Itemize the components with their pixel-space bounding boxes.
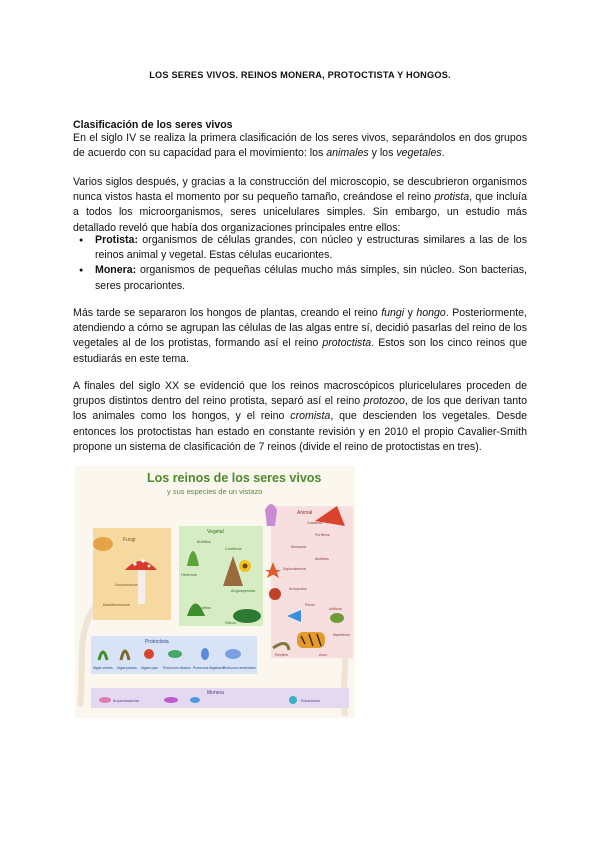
protoctista-item: Algas pardas bbox=[117, 666, 137, 670]
vegetal-label: Vegetal bbox=[207, 529, 224, 535]
vegetal-item: Sílicos bbox=[225, 621, 237, 625]
amanita-mushroom-stem-icon bbox=[138, 570, 145, 604]
amoeba-icon bbox=[225, 649, 241, 659]
figure-subtitle: y sus especies de un vistazo bbox=[167, 487, 263, 496]
page-title: LOS SERES VIVOS. REINOS MONERA, PROTOCTISTA Y HONGOS. bbox=[149, 70, 451, 80]
animal-item: Reptiles bbox=[275, 653, 288, 657]
crab-icon bbox=[269, 588, 281, 600]
bacteria-icon bbox=[289, 696, 297, 704]
term-vegetales: vegetales bbox=[396, 147, 442, 160]
protoctista-item: Protozoos ciliados bbox=[163, 666, 191, 670]
monera-label: Monera bbox=[207, 690, 224, 696]
animal-item: Equinodermos bbox=[283, 567, 307, 571]
section-heading: Clasificación de los seres vivos bbox=[73, 119, 233, 131]
mushroom-spot bbox=[133, 562, 136, 565]
figure-title: Los reinos de los seres vivos bbox=[147, 471, 322, 485]
p4-text-c: , que descienden los vegetales. Desde entonces los protoctistas han estado en constante revisión y en 2010 el propio Cavalier-Smith propone un sistema de clasificación de 7 reinos (divide el reino de protoctistas en tres). bbox=[73, 410, 528, 453]
bullet-protista bbox=[73, 233, 527, 263]
bullet-text-monera: organismos de pequeñas células mucho más simples, sin núcleo. Son bacterias, seres procariontes. bbox=[95, 264, 527, 292]
p4-text-a: A finales del siglo XX se evidenció que los reinos macroscópicos pluricelulares proceden de grupos distintos dentro del reino protista, separó así el reino bbox=[73, 380, 527, 408]
red-algae-icon bbox=[144, 649, 154, 659]
frog-icon bbox=[330, 613, 344, 623]
p2-text-b: , que incluía a todos los microorganismos, seres unicelulares simples. Sin embargo, un estudio más detallado reveló que había dos organizaciones principales entre ellos: bbox=[73, 191, 527, 234]
ciliate-icon bbox=[168, 650, 182, 658]
term-protozoo: protozoo bbox=[363, 395, 405, 408]
sunflower-center bbox=[243, 564, 248, 569]
vegetal-item: Helechos bbox=[181, 573, 197, 577]
term-animales: animales bbox=[326, 147, 369, 160]
protoctista-item: Protozoos ameboides bbox=[223, 666, 256, 670]
vegetal-item: Coníferas bbox=[225, 547, 242, 551]
p1-text-b: y los bbox=[368, 147, 397, 160]
protoctista-item: Algas verdes bbox=[93, 666, 113, 670]
p3-text-c: . Posteriormente, atendiendo a cómo se agrupan las células de las algas entre sí, decidió pasarlas del reino de los vegetales al de los protistas, formando así el reino bbox=[73, 307, 527, 350]
p2-text-a: Varios siglos después, y gracias a la construcción del microscopio, se descubrieron organismos nunca vistos hasta el momento por su pequeño tamaño, creándose el reino bbox=[73, 176, 527, 204]
protoctista-item: Protozoos flagelados bbox=[193, 666, 225, 670]
term-cromista: cromista bbox=[290, 410, 331, 423]
term-hongo: hongo bbox=[416, 307, 446, 319]
animal-item: Mamíferos bbox=[333, 633, 350, 637]
vegetal-item: Licófitos bbox=[197, 606, 211, 610]
kingdoms-illustration bbox=[75, 466, 355, 718]
monera-item: Arqueobacterias bbox=[113, 699, 140, 703]
animal-item: Moluscos bbox=[291, 545, 307, 549]
mushroom-spot bbox=[141, 559, 144, 562]
protoctista-label: Protoctista bbox=[145, 639, 169, 645]
animal-item: Poríferos bbox=[315, 533, 330, 537]
bullet-monera bbox=[73, 263, 527, 293]
flagellate-icon bbox=[201, 648, 209, 660]
term-protoctista: protoctista bbox=[322, 337, 372, 350]
vegetal-item: Briófitos bbox=[197, 540, 211, 544]
plant-leaves-icon bbox=[233, 609, 261, 623]
paragraph-2 bbox=[73, 175, 527, 236]
animal-item: Aves bbox=[319, 653, 327, 657]
fungi-label: Fungi bbox=[123, 537, 136, 543]
fungi-item: Basidiomicetos bbox=[103, 602, 130, 607]
chanterelle-icon bbox=[93, 537, 113, 551]
bullet-list bbox=[73, 233, 527, 294]
term-protista: protista bbox=[434, 191, 470, 204]
bacteria-icon bbox=[164, 697, 178, 703]
p4-text-b: , de los que derivan tanto los animales como los hongos, y el reino bbox=[73, 395, 527, 423]
p1-text-a: En el siglo IV se realiza la primera clasificación de los seres vivos, separándolos en dos grupos de acuerdo con su capacidad para el movimiento: los bbox=[73, 132, 527, 160]
jellyfish-icon bbox=[265, 504, 277, 526]
bullet-term-protista: Protista: bbox=[95, 234, 138, 246]
bullet-term-monera: Monera: bbox=[95, 264, 137, 277]
vegetal-item: Angiospermas bbox=[231, 589, 256, 593]
paragraph-3 bbox=[73, 306, 527, 367]
monera-item: Eubacterias bbox=[301, 699, 320, 703]
animal-item: Cnidarios bbox=[307, 521, 323, 525]
protoctista-item: Algas rojas bbox=[141, 666, 158, 670]
kingdoms-diagram bbox=[75, 466, 355, 718]
p3-text-b: y bbox=[404, 307, 417, 319]
p3-text-d: . Estos son los cinco reinos que estudiarás en este tema. bbox=[73, 337, 527, 365]
term-fungi: fungi bbox=[381, 307, 405, 319]
animal-item: Anélidos bbox=[315, 557, 329, 561]
p1-text-c: . bbox=[441, 147, 445, 160]
p3-text-a: Más tarde se separaron los hongos de plantas, creando el reino bbox=[73, 307, 382, 319]
mushroom-spot bbox=[148, 565, 151, 568]
animal-item: Artrópodos bbox=[289, 587, 307, 591]
bacteria-icon bbox=[190, 697, 200, 703]
bullet-text-protista: organismos de células grandes, con núcleo y estructuras similares a las de los reinos animal y vegetal. Estas células eucariontes. bbox=[95, 234, 527, 262]
paragraph-1 bbox=[73, 131, 527, 161]
archaebacteria-icon bbox=[99, 697, 111, 703]
fungi-item: Ascomicetos bbox=[115, 582, 138, 587]
animal-item: Peces bbox=[305, 603, 315, 607]
animal-item: Anfibios bbox=[329, 607, 342, 611]
animal-label: Animal bbox=[297, 510, 313, 516]
paragraph-4 bbox=[73, 379, 527, 455]
